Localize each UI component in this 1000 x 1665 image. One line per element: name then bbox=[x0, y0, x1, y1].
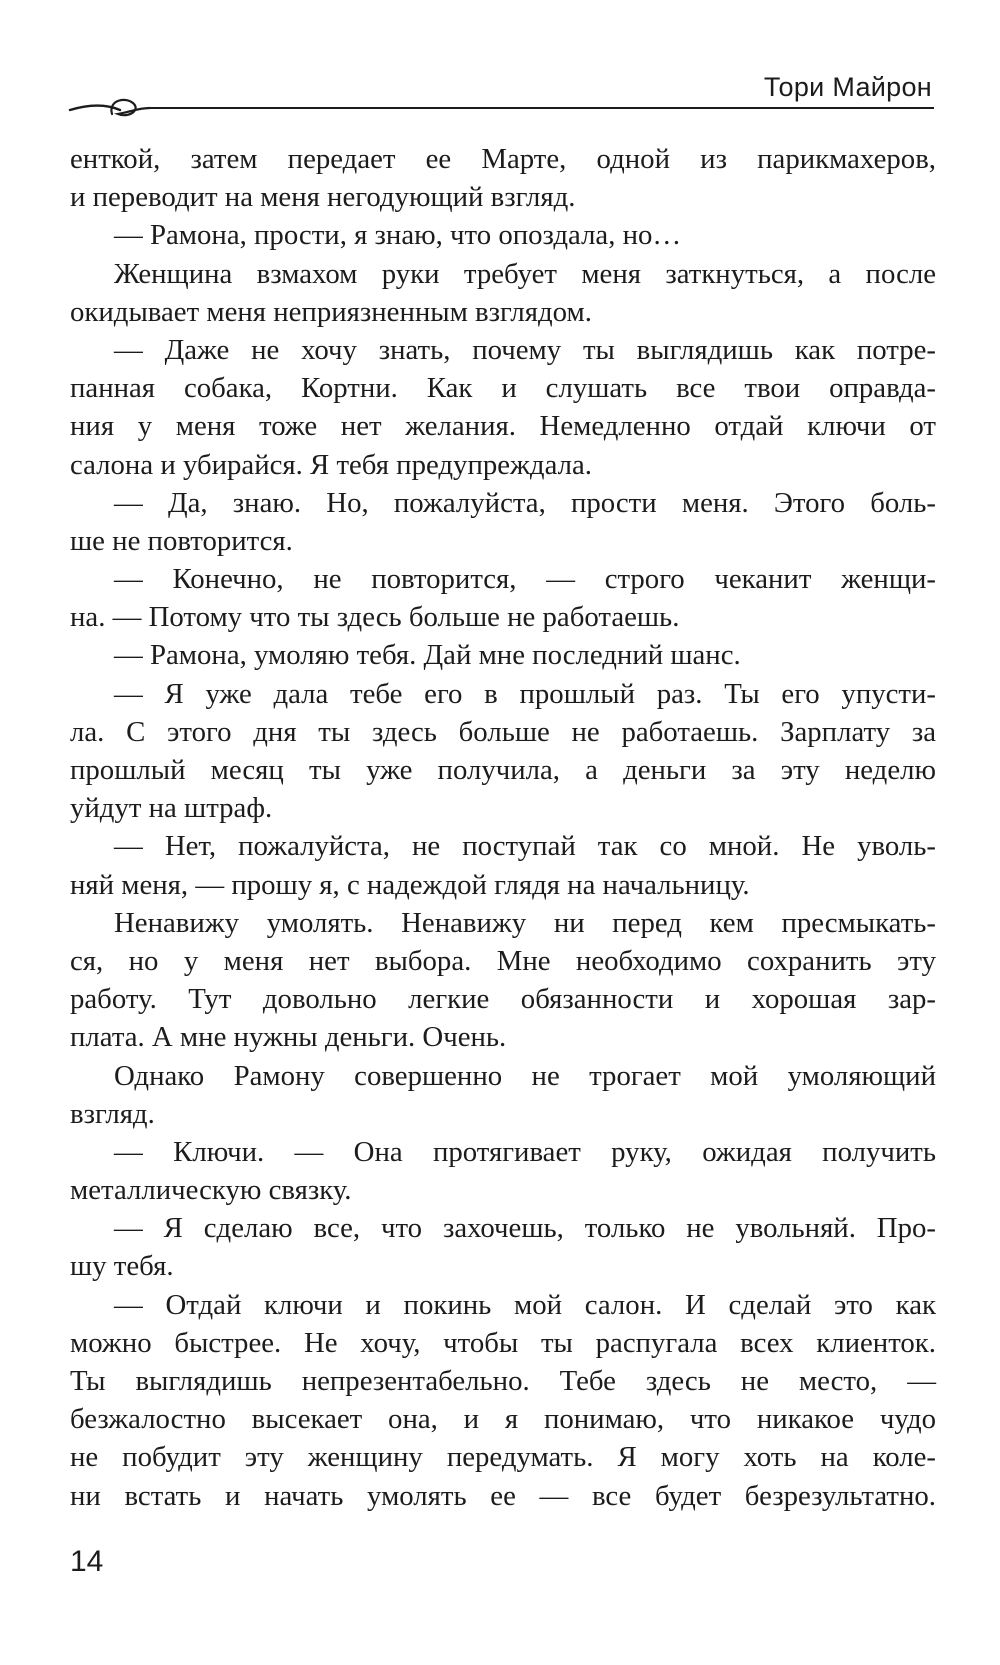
text-line: металлическую связку. bbox=[70, 1174, 352, 1207]
text-line: не побудит эту женщину передумать. Я могу хоть на коле- bbox=[70, 1441, 936, 1474]
text-line: ния у меня тоже нет желания. Немедленно отдай ключи от bbox=[70, 410, 936, 443]
running-head-author: Тори Майрон bbox=[763, 72, 932, 102]
text-line: можно быстрее. Не хочу, чтобы ты распугала всех клиенток. bbox=[70, 1326, 936, 1359]
text-line: уйдут на штраф. bbox=[70, 792, 273, 825]
text-line: ше не повторится. bbox=[70, 524, 293, 557]
text-line: Однако Рамону совершенно не трогает мой умоляющий bbox=[114, 1059, 936, 1092]
text-line: взгляд. bbox=[70, 1097, 155, 1130]
text-line: шу тебя. bbox=[70, 1250, 174, 1283]
text-line: безжалостно высекает она, и я понимаю, что никакое чудо bbox=[70, 1403, 936, 1436]
text-line: — Ключи. — Она протягивает руку, ожидая получить bbox=[114, 1135, 936, 1168]
text-line: — Да, знаю. Но, пожалуйста, прости меня. Этого боль- bbox=[114, 486, 936, 519]
page-header bbox=[0, 0, 1000, 130]
text-line: — Отдай ключи и покинь мой салон. И сделай это как bbox=[114, 1288, 936, 1321]
body-text bbox=[70, 140, 936, 1515]
page-number: 14 bbox=[70, 1545, 104, 1578]
text-line: ни встать и начать умолять ее — все будет безрезультатно. bbox=[70, 1479, 936, 1512]
text-line: Ненавижу умолять. Ненавижу ни перед кем пресмыкать- bbox=[114, 906, 936, 939]
text-line: ся, но у меня нет выбора. Мне необходимо сохранить эту bbox=[70, 944, 936, 977]
text-line: на. — Потому что ты здесь больше не работаешь. bbox=[70, 601, 680, 634]
text-line: Ты выглядишь непрезентабельно. Тебе здесь не место, — bbox=[70, 1365, 936, 1397]
text-line: — Нет, пожалуйста, не поступай так со мной. Не уволь- bbox=[114, 830, 936, 863]
text-line: — Рамона, умоляю тебя. Дай мне последний шанс. bbox=[114, 639, 741, 672]
text-line: — Я сделаю все, что захочешь, только не увольняй. Про- bbox=[114, 1212, 936, 1245]
text-line: окидывает меня неприязненным взглядом. bbox=[70, 295, 592, 328]
text-line: работу. Тут довольно легкие обязанности и хорошая зар- bbox=[70, 983, 936, 1016]
text-line: салона и убирайся. Я тебя предупреждала. bbox=[70, 448, 592, 481]
text-line: ла. С этого дня ты здесь больше не работаешь. Зарплату за bbox=[70, 715, 936, 748]
text-line: плата. А мне нужны деньги. Очень. bbox=[70, 1021, 507, 1054]
text-line: — Рамона, прости, я знаю, что опоздала, но… bbox=[114, 219, 682, 252]
text-line: Женщина взмахом руки требует меня заткнуться, а после bbox=[114, 257, 936, 290]
text-line: енткой, затем передает ее Марте, одной из парикмахеров, bbox=[70, 143, 936, 175]
text-line: и переводит на меня негодующий взгляд. bbox=[70, 181, 576, 214]
flourish-divider-icon bbox=[68, 94, 934, 124]
text-line: — Конечно, не повторится, — строго чеканит женщи- bbox=[114, 563, 936, 596]
text-line: панная собака, Кортни. Как и слушать все твои оправда- bbox=[70, 372, 936, 405]
text-line: няй меня, — прошу я, с надеждой глядя на начальницу. bbox=[70, 868, 750, 901]
text-line: — Я уже дала тебе его в прошлый раз. Ты его упусти- bbox=[114, 677, 936, 710]
text-line: — Даже не хочу знать, почему ты выглядишь как потре- bbox=[114, 333, 936, 366]
text-line: прошлый месяц ты уже получила, а деньги за эту неделю bbox=[70, 754, 936, 786]
